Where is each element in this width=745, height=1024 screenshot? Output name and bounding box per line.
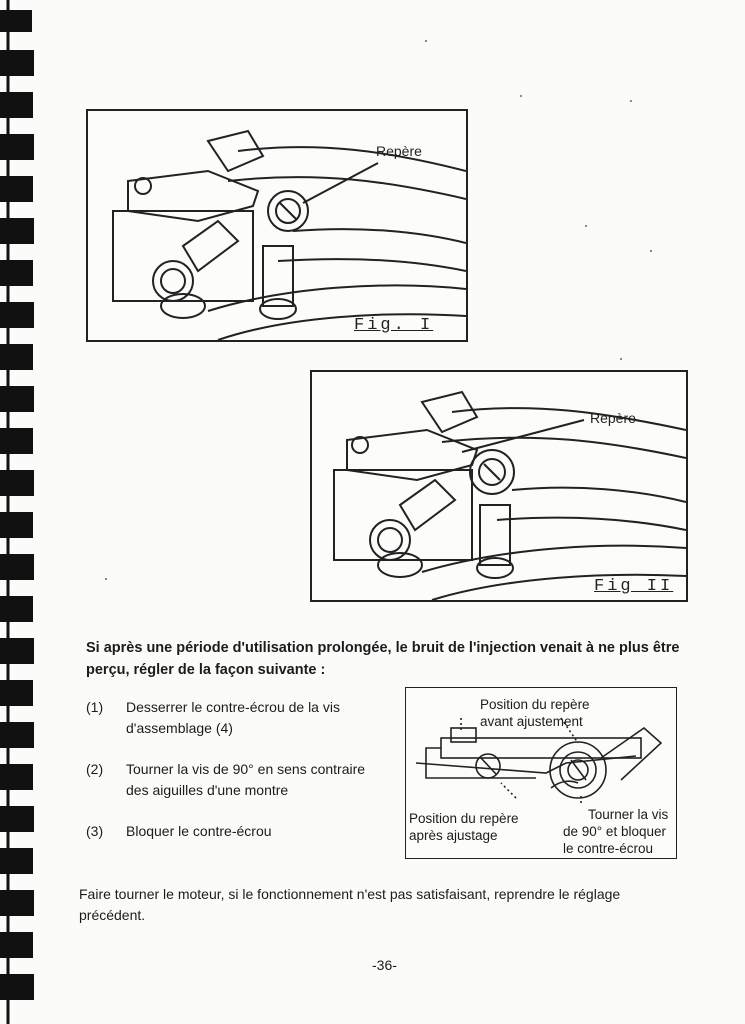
figure-1-label: Fig. I: [354, 316, 434, 335]
label-before-adjustment-line-2: avant ajustement: [480, 714, 583, 729]
step-1-text: Desserrer le contre-écrou de la vis d'assemblage (4): [126, 699, 340, 736]
figure-2-drawing: [312, 372, 686, 600]
step-1: [86, 697, 386, 741]
binding-strip: [0, 0, 40, 1024]
label-turn-screw-line-1: Tourner la vis: [588, 807, 669, 822]
scan-speck: [520, 95, 522, 97]
figure-1-marker-label: Repère: [376, 143, 422, 159]
step-1-number: (1): [86, 699, 104, 715]
step-3-number: (3): [86, 823, 104, 839]
step-3-text: Bloquer le contre-écrou: [126, 823, 272, 839]
figure-2: [310, 370, 688, 602]
label-turn-screw-line-2: de 90° et bloquer: [563, 824, 666, 839]
label-before-adjustment-line-1: Position du repère: [480, 697, 590, 712]
scan-speck: [620, 358, 622, 360]
label-after-adjustment-line-2: après ajustage: [409, 828, 498, 843]
step-2-text: Tourner la vis de 90° en sens contraire des aiguilles d'une montre: [126, 761, 366, 798]
scan-speck: [425, 40, 427, 42]
adjustment-diagram: [405, 687, 677, 859]
scan-speck: [585, 225, 587, 227]
step-2: [86, 759, 386, 803]
scan-speck: [105, 578, 107, 580]
label-after-adjustment-line-1: Position du repère: [409, 811, 519, 826]
figure-2-marker-label: Repère: [590, 410, 636, 426]
scan-speck: [650, 250, 652, 252]
outro-paragraph: Faire tourner le moteur, si le fonctionnement n'est pas satisfaisant, reprendre le réglage précédent.: [79, 886, 621, 923]
intro-paragraph: Si après une période d'utilisation prolongée, le bruit de l'injection venait à ne plus être perçu, régler de la façon suivante :: [86, 640, 680, 678]
figure-1: [86, 109, 468, 342]
scan-speck: [630, 100, 632, 102]
step-2-number: (2): [86, 761, 104, 777]
label-turn-screw-line-3: le contre-écrou: [563, 841, 654, 856]
step-3: [86, 821, 386, 843]
page-number: -36-: [372, 957, 397, 973]
figure-2-label: Fig II: [594, 577, 674, 596]
